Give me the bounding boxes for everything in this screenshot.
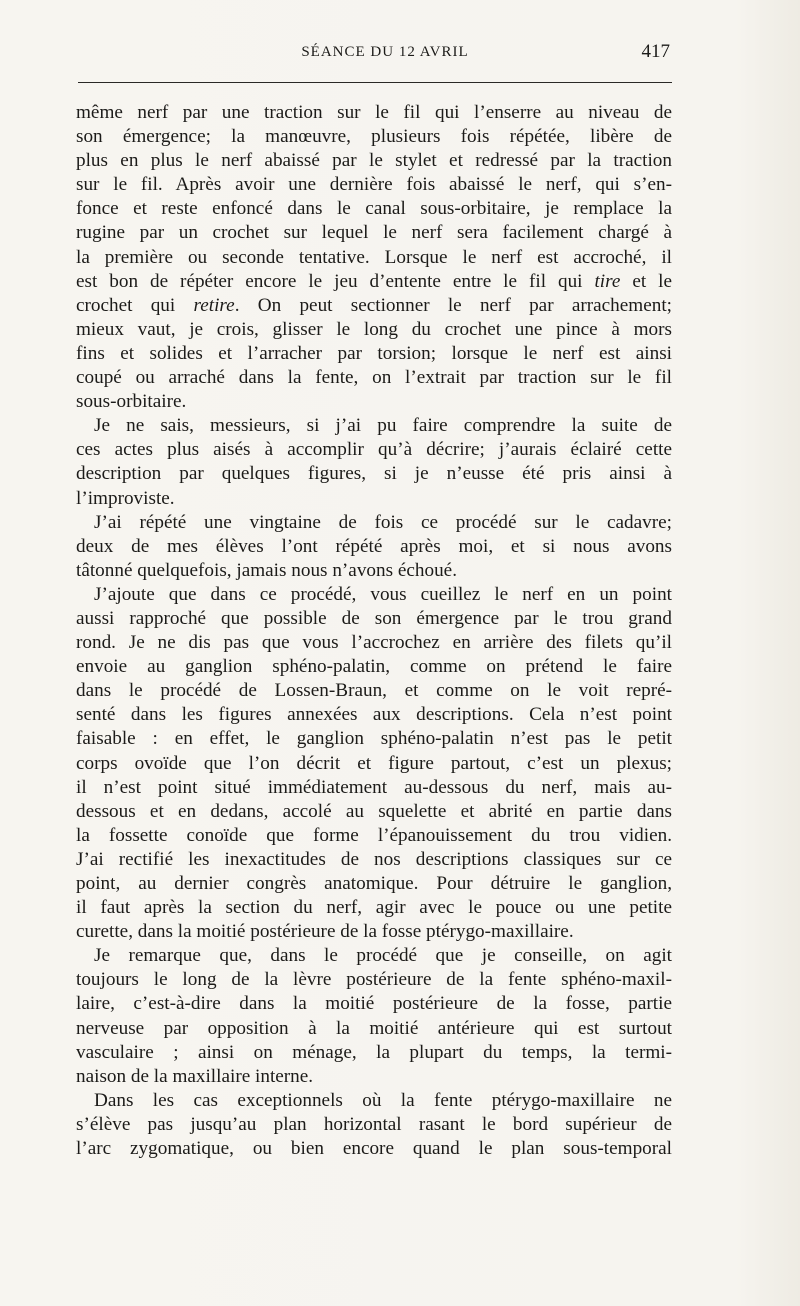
text-line: coupé ou arraché dans la fente, on l’extrait par traction sur le fil (76, 367, 672, 389)
text-line: aussi rapproché que possible de son émergence par le trou grand (76, 607, 672, 629)
text-line: mieux vaut, je crois, glisser le long du crochet une pince à mors (76, 318, 672, 340)
text-line (76, 294, 672, 318)
italic-word: tire (594, 270, 621, 292)
text-segment: est bon de répéter encore le jeu d’entente entre le fil qui (76, 270, 595, 292)
text-line: envoie au ganglion sphéno-palatin, comme on prétend le faire (76, 656, 672, 678)
page-header (76, 41, 674, 74)
paragraph-first-line: J’ajoute que dans ce procédé, vous cueillez le nerf en un point (94, 583, 672, 605)
paragraph-first-line: Dans les cas exceptionnels où la fente ptérygo-maxillaire ne (94, 1089, 672, 1111)
text-line: vasculaire ; ainsi on ménage, la plupart du temps, la termi- (76, 1041, 672, 1063)
text-line: la fossette conoïde que forme l’épanouissement du trou vidien. (76, 824, 672, 846)
text-line: son émergence; la manœuvre, plusieurs fois répétée, libère de (76, 126, 672, 148)
text-line: la première ou seconde tentative. Lorsque le nerf est accroché, il (76, 246, 672, 268)
text-line: l’improviste. (76, 487, 175, 509)
text-line: sous-orbitaire. (76, 391, 187, 413)
text-line: rugine par un crochet sur lequel le nerf sera facilement chargé à (76, 222, 672, 244)
text-segment: et le (620, 270, 672, 292)
paragraph-first-line: Je ne sais, messieurs, si j’ai pu faire comprendre la suite de (94, 415, 672, 437)
text-line: rond. Je ne dis pas que vous l’accrochez en arrière des filets qu’il (76, 632, 672, 654)
paragraph-first-line: J’ai répété une vingtaine de fois ce procédé sur le cadavre; (94, 511, 672, 533)
text-line: senté dans les figures annexées aux descriptions. Cela n’est point (76, 704, 672, 726)
text-line: dans le procédé de Lossen-Braun, et comme on le voit repré- (76, 680, 672, 702)
text-line: deux de mes élèves l’ont répété après moi, et si nous avons (76, 535, 672, 557)
text-line: curette, dans la moitié postérieure de la fosse ptérygo-maxillaire. (76, 921, 574, 943)
text-line: laire, c’est-à-dire dans la moitié postérieure de la fosse, partie (76, 993, 672, 1015)
paragraph-first-line: Je remarque que, dans le procédé que je conseille, on agit (94, 945, 672, 967)
text-line: toujours le long de la lèvre postérieure de la fente sphéno-maxil- (76, 969, 672, 991)
text-line: corps ovoïde que l’on décrit et figure partout, c’est un plexus; (76, 752, 672, 774)
running-title: SÉANCE DU 12 AVRIL (301, 44, 469, 60)
header-rule (78, 82, 672, 83)
text-line: s’élève pas jusqu’au plan horizontal rasant le bord supérieur de (76, 1113, 672, 1135)
text-line: sur le fil. Après avoir une dernière fois abaissé le nerf, qui s’en- (76, 174, 672, 196)
text-line: ces actes plus aisés à accomplir qu’à décrire; j’aurais éclairé cette (76, 439, 672, 461)
text-line: faisable : en effet, le ganglion sphéno-palatin n’est pas le petit (76, 728, 672, 750)
text-line: il faut après la section du nerf, agir avec le pouce ou une petite (76, 897, 672, 919)
text-line: plus en plus le nerf abaissé par le stylet et redressé par la traction (76, 150, 672, 172)
text-line: dessous et en dedans, accolé au squelette et abrité en partie dans (76, 800, 672, 822)
text-segment: . On peut sectionner le nerf par arrachement; (234, 294, 672, 316)
text-line: nerveuse par opposition à la moitié antérieure qui est surtout (76, 1017, 672, 1039)
text-segment: crochet qui (76, 294, 194, 316)
page-number: 417 (641, 41, 670, 62)
text-line: même nerf par une traction sur le fil qui l’enserre au niveau de (76, 102, 672, 123)
text-line: naison de la maxillaire interne. (76, 1065, 314, 1087)
text-line: l’arc zygomatique, ou bien encore quand le plan sous-temporal (76, 1138, 672, 1160)
text-line: J’ai rectifié les inexactitudes de nos descriptions classiques sur ce (76, 848, 672, 870)
text-line: il n’est point situé immédiatement au-dessous du nerf, mais au- (76, 776, 672, 798)
italic-word: retire (193, 294, 235, 316)
text-line: point, au dernier congrès anatomique. Pour détruire le ganglion, (76, 873, 672, 894)
text-line: fins et solides et l’arracher par torsion; lorsque le nerf est ainsi (76, 342, 672, 364)
body-text (76, 101, 672, 1161)
text-line: description par quelques figures, si je n’eusse été pris ainsi à (76, 463, 672, 485)
text-line (76, 270, 672, 294)
text-line: fonce et reste enfoncé dans le canal sous-orbitaire, je remplace la (76, 198, 672, 220)
text-line: tâtonné quelquefois, jamais nous n’avons échoué. (76, 559, 457, 581)
